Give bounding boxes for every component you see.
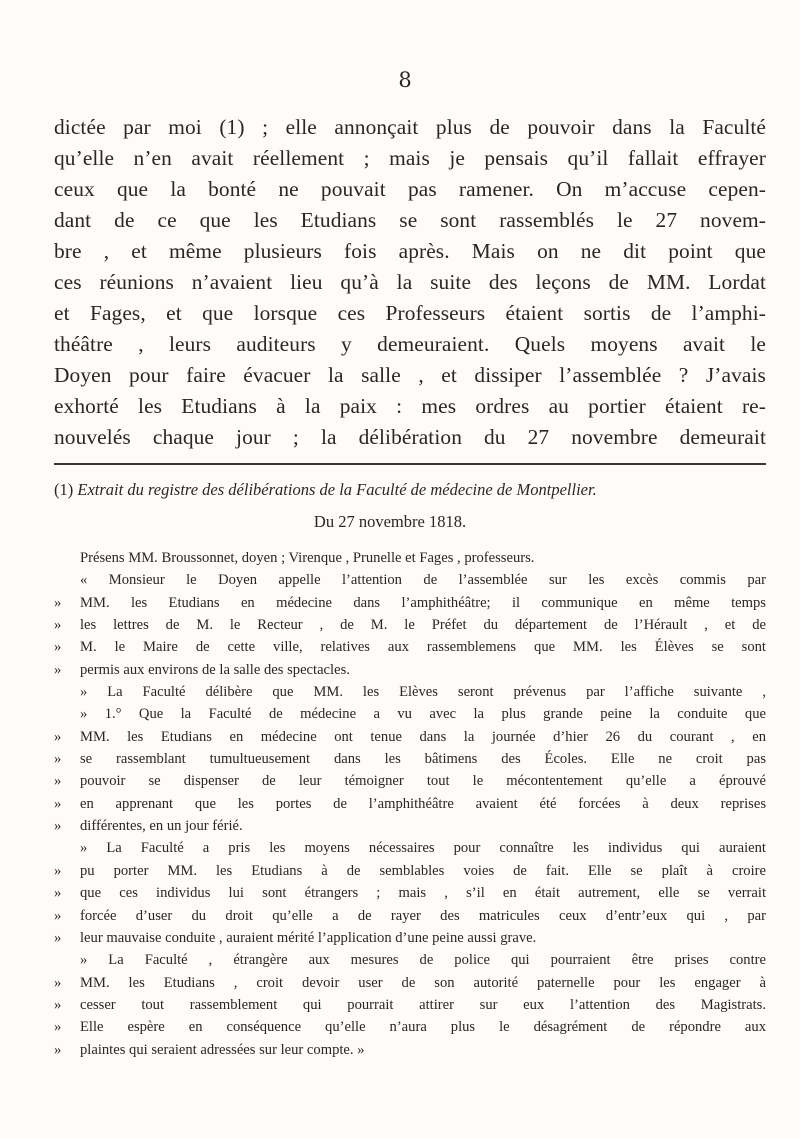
footnote-line: [54, 681, 766, 703]
quote-mark: »: [54, 639, 62, 656]
footnote-line: [54, 837, 766, 859]
footnote-line: [54, 726, 766, 748]
quote-mark: »: [54, 728, 62, 745]
footnote-line: [54, 860, 766, 882]
footnote-line-text: Elle espère en conséquence qu’elle n’aura plus le désagrément de répondre aux: [80, 1019, 766, 1036]
text-line: Doyen pour faire évacuer la salle , et dissiper l’assemblée ? J’avais: [54, 363, 766, 387]
footnote-line-text: différentes, en un jour férié.: [80, 818, 243, 835]
text-line: et Fages, et que lorsque ces Professeurs étaient sortis de l’amphi-: [54, 301, 766, 325]
footnote-line-text: cesser tout rassemblement qui pourrait attirer sur eux l’attention des Magistrats.: [80, 996, 766, 1013]
footnote-line-text: forcée d’user du droit qu’elle a de rayer des matricules ceux d’entr’eux qui , par: [80, 907, 766, 924]
quote-mark: »: [54, 996, 62, 1013]
footnote-date: Du 27 novembre 1818.: [313, 512, 467, 531]
footnote-line-text: que ces individus lui sont étrangers ; mais , s’il en était autrement, elle se verrait: [80, 885, 766, 902]
footnote-line: [54, 659, 766, 681]
quote-mark: »: [54, 862, 62, 879]
footnote-line: [54, 815, 766, 837]
text-line: ceux que la bonté ne pouvait pas ramener. On m’accuse cepen-: [54, 177, 766, 201]
footnote-line-text: » La Faculté a pris les moyens nécessaires pour connaître les individus qui auraient: [80, 840, 766, 857]
quote-mark: »: [54, 1019, 62, 1036]
footnote-line: [54, 994, 766, 1016]
text-line: dictée par moi (1) ; elle annonçait plus de pouvoir dans la Faculté: [54, 115, 766, 139]
footnote-line-text: les lettres de M. le Recteur , de M. le Préfet du département de l’Hérault , et de: [80, 617, 766, 634]
footnote-line: [54, 1016, 766, 1038]
quote-mark: »: [54, 974, 62, 991]
quote-mark: »: [54, 885, 62, 902]
footnote-line: [54, 927, 766, 949]
text-line: ces réunions n’avaient lieu qu’à la suite des leçons de MM. Lordat: [54, 270, 766, 294]
footnote-line: [54, 1039, 766, 1061]
text-line: théâtre , leurs auditeurs y demeuraient. Quels moyens avait le: [54, 332, 766, 356]
text-line: bre , et même plusieurs fois après. Mais on ne dit point que: [54, 239, 766, 263]
footnote-source-title: Extrait du registre des délibérations de la Faculté de médecine de Montpellier.: [77, 480, 597, 499]
footnote-separator-rule: [54, 463, 766, 465]
quote-mark: »: [54, 907, 62, 924]
quote-mark: »: [54, 751, 62, 768]
quote-mark: »: [54, 818, 62, 835]
page-number: 8: [398, 68, 412, 92]
footnote-line: [54, 569, 766, 591]
footnote-line-text: en apprenant que les portes de l’amphithéâtre avaient été forcées à deux reprises: [80, 795, 766, 812]
footnote-line: [54, 905, 766, 927]
footnote-body: [54, 547, 766, 1061]
footnote-line: [54, 703, 766, 725]
footnote-marker: (1): [54, 480, 74, 499]
footnote-line: [54, 547, 766, 569]
footnote-line: [54, 748, 766, 770]
text-line: exhorté les Etudians à la paix : mes ordres au portier étaient re-: [54, 394, 766, 418]
footnote-line-text: pu porter MM. les Etudians à de semblables voies de fait. Elle se plaît à croire: [80, 862, 766, 879]
quote-mark: »: [54, 1041, 62, 1058]
footnote-line-text: « Monsieur le Doyen appelle l’attention de l’assemblée sur les excès commis par: [80, 572, 766, 589]
text-line: qu’elle n’en avait réellement ; mais je pensais qu’il fallait effrayer: [54, 146, 766, 170]
quote-mark: »: [54, 929, 62, 946]
main-text-block: [54, 112, 766, 453]
footnote-line-text: Présens MM. Broussonnet, doyen ; Virenque , Prunelle et Fages , professeurs.: [80, 550, 535, 566]
footnote-line-text: » 1.° Que la Faculté de médecine a vu avec la plus grande peine la conduite que: [80, 706, 766, 723]
footnote-line-text: plaintes qui seraient adressées sur leur compte. »: [80, 1041, 365, 1058]
footnote: [54, 477, 766, 1061]
footnote-line: [54, 882, 766, 904]
text-line: dant de ce que les Etudians se sont rassemblés le 27 novem-: [54, 208, 766, 232]
footnote-line-text: pouvoir se dispenser de leur témoigner tout le mécontentement qu’elle a éprouvé: [80, 773, 766, 790]
footnote-line-text: leur mauvaise conduite , auraient mérité l’application d’une peine aussi grave.: [80, 929, 537, 946]
footnote-line-text: se rassemblant tumultueusement dans les bâtimens des Écoles. Elle ne croit pas: [80, 751, 766, 768]
footnote-line-text: » La Faculté délibère que MM. les Elèves seront prévenus par l’affiche suivante ,: [80, 684, 766, 701]
quote-mark: »: [54, 594, 62, 611]
footnote-line-text: MM. les Etudians en médecine ont tenue dans la journée d’hier 26 du courant , en: [80, 728, 766, 745]
footnote-line: [54, 793, 766, 815]
footnote-line-text: MM. les Etudians en médecine dans l’amphithéâtre; il communique en même temps: [80, 594, 766, 611]
footnote-title: [54, 477, 766, 503]
footnote-line-text: permis aux environs de la salle des spectacles.: [80, 661, 350, 678]
footnote-line-text: M. le Maire de cette ville, relatives aux rassemblemens que MM. les Élèves se sont: [80, 639, 766, 656]
footnote-line: [54, 614, 766, 636]
text-line: nouvelés chaque jour ; la délibération du 27 novembre demeurait: [54, 425, 766, 449]
footnote-line: [54, 636, 766, 658]
footnote-line: [54, 972, 766, 994]
footnote-line-text: » La Faculté , étrangère aux mesures de police qui pourraient être prises contre: [80, 952, 766, 969]
quote-mark: »: [54, 795, 62, 812]
quote-mark: »: [54, 617, 62, 634]
footnote-line: [54, 592, 766, 614]
quote-mark: »: [54, 773, 62, 790]
footnote-line: [54, 949, 766, 971]
quote-mark: »: [54, 661, 62, 678]
footnote-line: [54, 770, 766, 792]
footnote-line-text: MM. les Etudians , croit devoir user de son autorité paternelle pour les engager à: [80, 974, 766, 991]
